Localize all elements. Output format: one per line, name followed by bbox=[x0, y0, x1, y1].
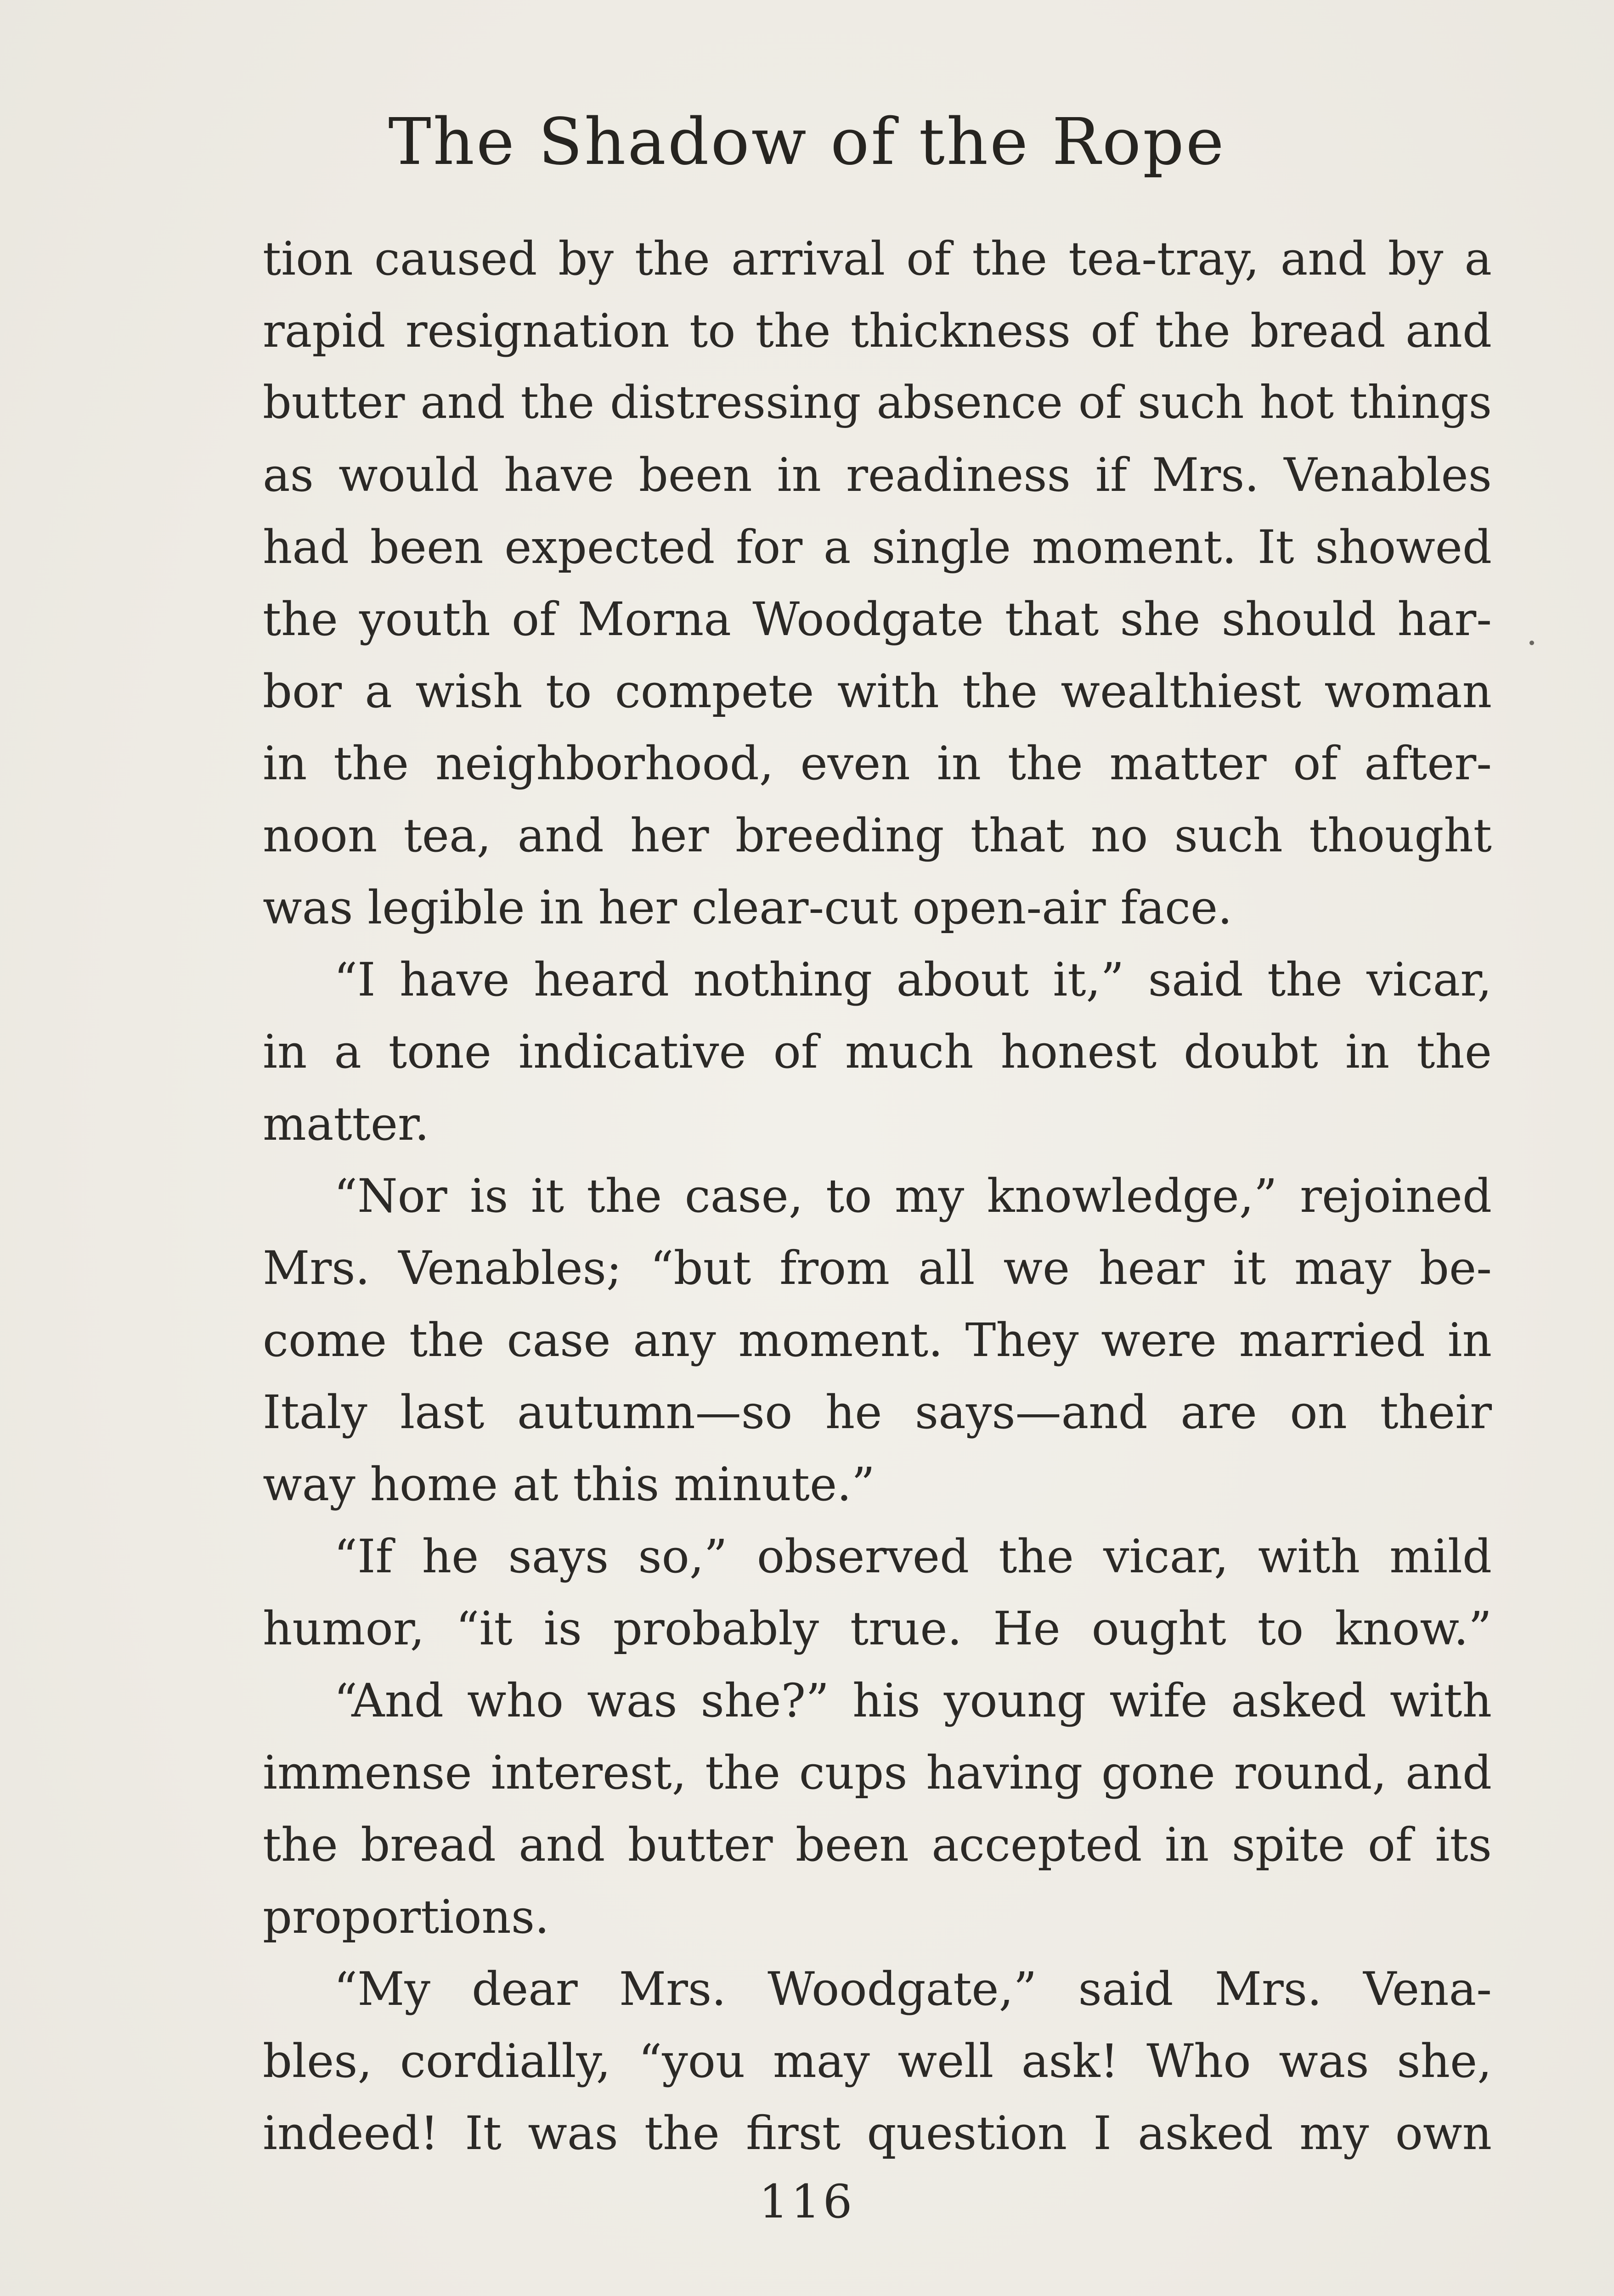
text-line: bor a wish to compete with the wealthiest woman bbox=[263, 664, 1492, 718]
text-line: indeed! It was the first question I asked my own bbox=[263, 2106, 1492, 2160]
text-line: “And who was she?” his young wife asked with bbox=[334, 1674, 1492, 1728]
text-line: Mrs. Venables; “but from all we hear it may be- bbox=[263, 1241, 1492, 1295]
text-line: “Nor is it the case, to my knowledge,” rejoined bbox=[334, 1169, 1492, 1223]
text-line: butter and the distressing absence of such hot things bbox=[263, 377, 1492, 429]
text-line: “My dear Mrs. Woodgate,” said Mrs. Vena- bbox=[334, 1962, 1492, 2016]
text-line: the youth of Morna Woodgate that she should har- bbox=[263, 592, 1492, 646]
text-line: bles, cordially, “you may well ask! Who was she, bbox=[263, 2034, 1492, 2088]
text-line: as would have been in readiness if Mrs. Venables bbox=[263, 448, 1492, 502]
text-line: “I have heard nothing about it,” said the vicar, bbox=[334, 953, 1492, 1007]
text-line: immense interest, the cups having gone round, and bbox=[263, 1746, 1492, 1800]
text-line: in a tone indicative of much honest doubt in the bbox=[263, 1025, 1492, 1079]
margin-speck bbox=[1529, 641, 1534, 645]
text-line: come the case any moment. They were married in bbox=[263, 1313, 1492, 1367]
running-title: The Shadow of the Rope bbox=[388, 105, 1226, 180]
text-line: in the neighborhood, even in the matter of after- bbox=[263, 737, 1492, 790]
text-line: humor, “it is probably true. He ought to know.” bbox=[263, 1602, 1492, 1655]
page-number: 116 bbox=[759, 2175, 855, 2228]
text-line: tion caused by the arrival of the tea-tray, and by a bbox=[263, 232, 1492, 286]
text-line: rapid resignation to the thickness of the bread and bbox=[263, 304, 1492, 358]
text-line: the bread and butter been accepted in spite of its bbox=[263, 1818, 1492, 1872]
text-line: Italy last autumn—so he says—and are on their bbox=[263, 1385, 1492, 1439]
text-line: had been expected for a single moment. It showed bbox=[263, 520, 1492, 574]
body-text bbox=[263, 223, 1492, 2169]
text-line: proportions. bbox=[263, 1890, 549, 1944]
text-line: “If he says so,” observed the vicar, with mild bbox=[334, 1530, 1492, 1583]
text-line: noon tea, and her breeding that no such thought bbox=[263, 809, 1492, 862]
text-line: was legible in her clear-cut open-air face. bbox=[263, 881, 1232, 934]
text-line: way home at this minute.” bbox=[263, 1458, 875, 1511]
text-line: matter. bbox=[263, 1097, 429, 1151]
